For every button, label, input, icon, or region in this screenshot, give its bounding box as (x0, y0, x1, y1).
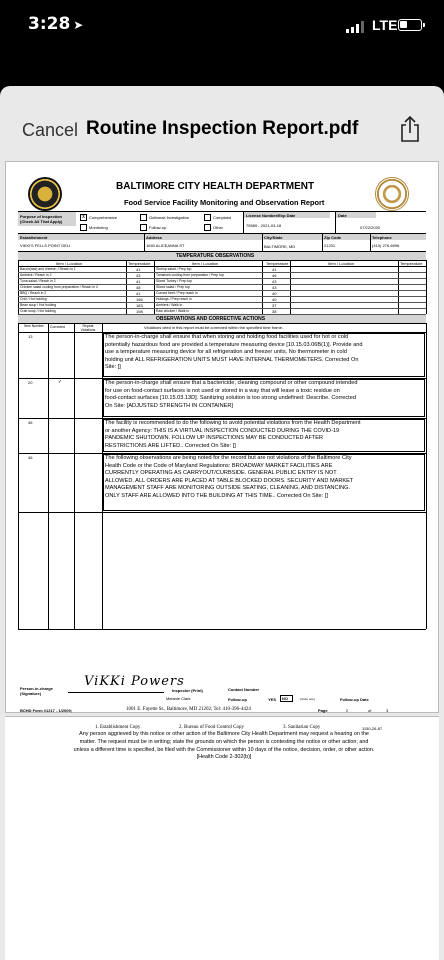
temp-cell: 198 (136, 309, 143, 314)
pic-label: Person-in-charge (Signature) (20, 686, 53, 696)
temp-col-temp-left: Temperature (128, 261, 151, 266)
form-number: BCHD Form #1217 - 1/2009; (20, 708, 73, 713)
observation-text-line: RESTRICTIONS ARE LIFTED.. Corrected On Site: [] (105, 442, 236, 449)
zip-value: 21231 (324, 243, 336, 248)
observation-text-line: use a temperature measuring device for all refrigeration and freezer units. No thermometer in cold (105, 349, 347, 356)
other-label: Other (213, 225, 224, 230)
notice-line: [Health Code 2-302(b)] (196, 754, 252, 761)
obs-intro: Violations cited in this report must be corrected within the specified time frame. (144, 325, 284, 330)
department-heading: BALTIMORE CITY HEALTH DEPARTMENT (116, 181, 315, 192)
temp-cell: 43 (136, 273, 141, 278)
temp-cell: 43 (272, 279, 277, 284)
health-dept-seal-logo (375, 177, 409, 211)
city-label: City/State (264, 235, 283, 240)
temp-cell: Tuna salad / Reach in 2 (20, 279, 56, 283)
pdf-page[interactable] (5, 161, 439, 713)
temp-cell: 40 (272, 291, 277, 296)
temp-cell: Shrimp salad / Prep top (156, 267, 192, 271)
establishment-value: VIKKI'S FELLS POINT DELI (20, 243, 71, 248)
observation-text-line: potentially hazardous food are provided a temperature measuring device [10.15.03.06B(1)]. Provide and (105, 341, 363, 348)
yes-option[interactable]: YES (268, 697, 277, 702)
temp-col-temp-right: Temperature (400, 261, 423, 266)
observation-text-line: Health Code or the Code of Maryland Regulations: BROADWAY MARKET FACILITIES ARE (105, 462, 333, 469)
observation-text-box (103, 419, 425, 452)
temp-row-divider (18, 278, 426, 279)
temp-cell: 166 (136, 297, 143, 302)
hearing-notice (39, 731, 409, 762)
comprehensive-label: Comprehensive (89, 215, 118, 220)
obs-col-repeat: Repeat Violations (80, 324, 96, 332)
followup-checkbox[interactable] (140, 224, 147, 231)
observation-text-line: food-contact surfaces [10.15.03.13D]. Sanitizing solution is too strong undefined: Describe. Corrected (105, 395, 356, 402)
observation-text-line: Site: [] (105, 364, 121, 371)
page-label: Page (318, 708, 328, 713)
zip-label: Zip Code (324, 235, 342, 240)
pic-signature: ViKKi Powers (84, 674, 185, 689)
observation-text-line: The facility is recommended to do the following to avoid potential violations from the Health Department (105, 420, 361, 426)
temp-cell: 43 (272, 285, 277, 290)
city-seal-logo (28, 177, 62, 211)
battery-icon (398, 19, 422, 31)
copy-2-label: 2. Bureau of Food Control Copy (179, 725, 244, 730)
complaint-checkbox[interactable] (204, 214, 211, 221)
temp-cell: Ambient / Reach in 2 (20, 273, 52, 277)
form-code: 1150-26-87 (362, 726, 383, 731)
observation-item-number: 46 (28, 455, 33, 460)
temp-cell: 37 (272, 303, 277, 308)
share-icon[interactable] (400, 116, 420, 142)
temp-cell: 41 (272, 267, 277, 272)
temp-cell: 48 (136, 285, 141, 290)
no-option[interactable]: NO (280, 695, 293, 702)
monitoring-label: Monitoring (89, 225, 108, 230)
notice-line: unless a different time is specified, be filed with the Commissioner within 10 days of the notice, decision, order, or other action. (73, 746, 375, 753)
signal-icon (346, 21, 366, 33)
notice-line: Any person aggrieved by this notice or other action of the Baltimore City Health Department may request a hearing on the (79, 731, 369, 737)
temp-cell: Chicken salad cooling from preparation / Reach in 2 (20, 285, 98, 289)
footer-address: 1001 E. Fayette St., Baltimore, MD 21202; Tel: 410-396-4424 (126, 707, 251, 712)
status-bar (0, 0, 444, 50)
temp-col-temp-mid: Temperature (266, 261, 289, 266)
purpose-label: Purpose of Inspection (Check All That Apply) (20, 214, 63, 224)
temp-cell: 41 (136, 267, 141, 272)
observation-text-box (103, 379, 425, 417)
observation-item-number: 46 (28, 420, 33, 425)
other-checkbox[interactable] (204, 224, 211, 231)
temp-cell: Sliced salad / Prep top (156, 285, 190, 289)
observation-item-number: 13 (28, 334, 33, 339)
address-value: 1640 ALICEANNA ST (146, 243, 185, 248)
temp-cell: Hotdogs / Prep reach in (156, 297, 192, 301)
address-label: Address (146, 235, 163, 240)
inspector-label: Inspector (Print) (172, 688, 203, 693)
observation-item-number: 20 (28, 380, 33, 385)
pdf-viewer (0, 86, 444, 960)
observation-text-box (103, 333, 425, 377)
observation-text-line: ALLOWED. ALL ORDERS ARE PLACED AT TABLE BLOCKED DOORS. SECURITY AND MARKET (105, 477, 354, 484)
temp-row-divider (18, 302, 426, 303)
observations-heading: OBSERVATIONS AND CORRECTIVE ACTIONS (156, 316, 266, 322)
temp-cell: Crab soup / Hot holding (20, 309, 56, 313)
followup-date-label: Follow-up Date (340, 697, 369, 702)
cancel-button[interactable]: Cancel (22, 120, 79, 140)
observation-text-line: The following observations are being noted for the record but are not violations of the Baltimore City (105, 455, 352, 461)
phone-value: (410) 276-6996 (372, 243, 400, 248)
temp-row-divider (18, 314, 426, 315)
outbreak-checkbox[interactable] (140, 214, 147, 221)
date-label: Date (338, 213, 347, 218)
status-time: 3:28 ➤ (28, 14, 84, 34)
phone-label: Telephone (372, 235, 392, 240)
followup-label: Follow-up (228, 697, 247, 702)
comprehensive-checkbox[interactable]: x (82, 214, 85, 220)
page-total: 3 (386, 708, 389, 713)
temp-row-divider (18, 296, 426, 297)
observation-text-line: MANAGEMENT STAFF ARE MONITORING OUTSIDE SEATING, CLEANING, AND DISTANCING. (105, 485, 351, 492)
outbreak-label: Outbreak Investigation (149, 215, 190, 220)
temp-cell: 38 (272, 309, 277, 314)
license-value: 75589 - 2021-03-18 (246, 223, 282, 228)
observation-text-line: The person-in-charge shall ensure that when storing and holding food facilities used for hot or cold (105, 334, 349, 340)
observation-corrected-mark: ✓ (58, 379, 63, 385)
temp-col-item-mid: Item / Location (192, 261, 219, 266)
temp-cell: Ambient / Walk in (156, 303, 183, 307)
temp-cell: Sliced Turkey / Prep top (156, 279, 192, 283)
observation-row-divider (18, 512, 426, 513)
notice-line: matter. The request must be in writing; state the grounds on which the person is contesting the notice or other action; and (79, 738, 369, 745)
document-title: Routine Inspection Report.pdf (86, 118, 359, 139)
temp-cell: 183 (136, 303, 143, 308)
observation-text-box (103, 454, 425, 511)
observation-text-line: CURRENTLY OPERATING AS CARRYOUT/CURBSIDE. GENERAL PUBLIC ENTRY IS NOT (105, 470, 337, 477)
copy-1-label: 1. Establishment Copy (95, 725, 141, 730)
city-value: BALTIMORE, MD (264, 244, 296, 249)
circle-one-hint: (circle one) (300, 697, 315, 701)
temp-col-item-right: Item / Location (328, 261, 355, 266)
contact-label: Contact Number (228, 687, 260, 692)
temp-cell: Corned beef / Prep reach in (156, 291, 198, 295)
of-label: of (368, 708, 372, 713)
date-value: 07/22/2020 (360, 225, 381, 230)
observation-text-line: The person-in-charge shall ensure that a bactericide, cleaning compound or other compound intended (105, 380, 358, 386)
monitoring-checkbox[interactable] (80, 224, 87, 231)
observation-text-line: for use on food-contact surfaces is not used or stored in a way that will leave a toxic residue on (105, 387, 340, 394)
pdf-page-2[interactable] (5, 716, 439, 960)
temp-cell: BBQ / Reach in 2 (20, 291, 47, 295)
temp-cell: 41 (136, 291, 141, 296)
obs-col-corrected: Corrected (50, 325, 65, 329)
temp-cell: Chili / Hot holding (20, 297, 47, 301)
viewer-nav-bar (0, 86, 444, 158)
temp-cell: Bean soup / Hot holding (20, 303, 57, 307)
temp-cell: 46 (272, 273, 277, 278)
observation-text-line: On Site: [ADJUSTED STRENGTH IN CONTAINER] (105, 402, 233, 409)
copy-3-label: 3. Sanitarian Copy (283, 725, 321, 730)
establishment-label: Establishment (20, 235, 48, 240)
location-arrow-icon: ➤ (73, 18, 84, 32)
temp-cell: 41 (136, 279, 141, 284)
report-subtitle: Food Service Facility Monitoring and Observation Report (124, 198, 325, 207)
followup-option-label: Follow-up (149, 225, 167, 230)
temp-col-item-left: Item / Location (56, 261, 83, 266)
complaint-label: Complaint (213, 215, 232, 220)
temp-cell: Tomatoes cooling from preparation / Prep top (156, 273, 224, 277)
license-label: License Number/Exp Date (246, 213, 296, 218)
temp-cell: Bacon(raw) and cheese; / Reach in 1 (20, 267, 76, 271)
carrier-label: LTE (372, 17, 398, 33)
page-number: 2 (346, 708, 349, 713)
temp-row-divider (18, 290, 426, 291)
inspector-value: Melanie Clark (166, 696, 191, 701)
temp-row-divider (18, 308, 426, 309)
obs-col-item: Item Number (24, 324, 44, 328)
observation-text-line: holding unit ALL REFRIGERATION UNITS MUST HAVE INTERNAL THERMOMETERS. Corrected On (105, 356, 359, 363)
temp-cell: 40 (272, 297, 277, 302)
temp-cell: Raw chicken / Walk in (156, 309, 190, 313)
observation-text-line: or another Agency: THIS IS A VIRTUAL INSPECTION CONDUCTED DURING THE COVID-19 (105, 427, 340, 434)
observation-text-line: ONLY STAFF ARE ALLOWED INTO THE BUILDING AT THIS TIME.. Corrected On Site: [] (105, 493, 328, 499)
temperature-heading: TEMPERATURE OBSERVATIONS (176, 253, 255, 259)
observation-text-line: PANDEMIC SHUTDOWN. FOLLOW UP INSPECTIONS MAY BE CONDUCTED AFTER (105, 435, 324, 442)
